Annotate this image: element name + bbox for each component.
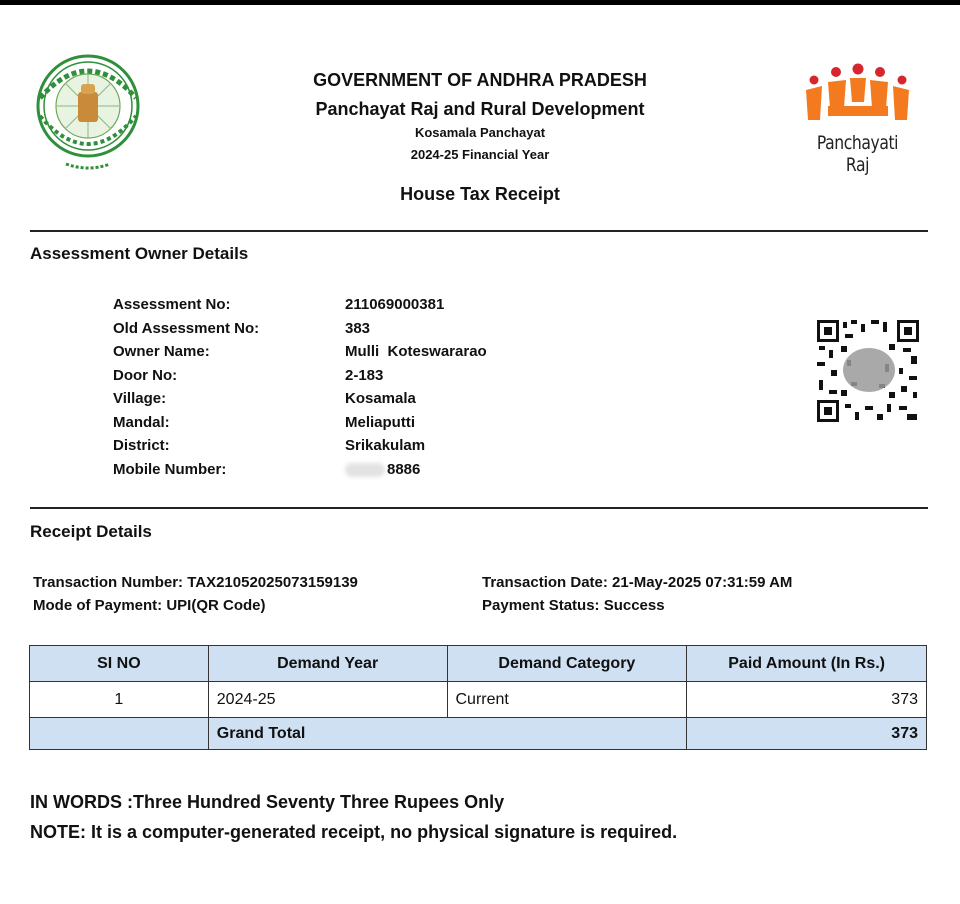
detail-value: Srikakulam [345,437,426,454]
divider [30,230,928,232]
mobile-number-value: 8886 [387,460,421,478]
panchayati-raj-logo-text: Panchayati Raj [816,132,899,176]
column-header-demand-category: Demand Category [447,646,687,682]
receipt-section-title: Receipt Details [30,522,152,541]
mode-of-payment: Mode of Payment: UPI(QR Code) [33,597,266,614]
tax-table [29,645,927,750]
transaction-date: Transaction Date: 21-May-2025 07:31:59 AM [482,574,793,591]
detail-value: Kosamala [345,390,416,407]
redacted-blur [345,463,385,477]
qr-code-icon [817,320,919,422]
cell-si-no: 1 [30,682,209,718]
column-header-si-no: SI NO [30,646,209,682]
government-title: GOVERNMENT OF ANDHRA PRADESH [313,70,647,90]
detail-row-door-no [113,367,645,391]
grand-total-label: Grand Total [208,718,686,750]
cell-demand-year: 2024-25 [208,682,447,718]
detail-value: 383 [345,319,371,337]
receipt-title: House Tax Receipt [400,184,560,204]
cell-paid-amount: 373 [687,682,927,718]
detail-row-mobile-number [113,461,645,485]
column-header-paid-amount: Paid Amount (In Rs.) [687,646,927,682]
detail-row-mandal [113,414,645,438]
column-header-demand-year: Demand Year [208,646,447,682]
detail-row-assessment-no [113,296,645,320]
table-row [30,682,927,718]
detail-value: 2-183 [345,366,384,384]
grand-total-value: 373 [687,718,927,750]
detail-label: Village: [113,390,167,407]
cell-demand-category: Current [447,682,687,718]
grand-total-row [30,718,927,750]
detail-label: Old Assessment No: [113,319,260,337]
transaction-number: Transaction Number: TAX21052025073159139 [33,574,358,591]
owner-details-list [113,296,645,484]
top-border [0,0,960,5]
detail-value: 211069000381 [345,296,445,313]
detail-label: District: [113,437,170,454]
amount-in-words: IN WORDS :Three Hundred Seventy Three Rupees Only [30,792,505,812]
financial-year: 2024-25 Financial Year [410,147,550,162]
detail-value: Mulli Koteswararao [345,343,487,360]
divider [30,507,928,509]
detail-value: Meliaputti [345,413,415,431]
payment-status: Payment Status: Success [482,597,665,614]
detail-label: Mandal: [113,413,170,431]
detail-value-wrapper [345,461,645,485]
detail-label: Assessment No: [113,296,231,313]
panchayat-name: Kosamala Panchayat [414,125,546,140]
detail-row-old-assessment-no [113,320,645,344]
detail-label: Door No: [113,366,178,384]
detail-label: Owner Name: [113,343,210,360]
detail-label: Mobile Number: [113,460,227,478]
department-title: Panchayat Raj and Rural Development [315,99,645,119]
cell-empty [30,718,209,750]
owner-section-title: Assessment Owner Details [30,244,249,263]
detail-row-owner-name [113,343,645,367]
detail-row-village [113,390,645,414]
detail-row-district [113,437,645,461]
receipt-note: NOTE: It is a computer-generated receipt, no physical signature is required. [30,822,678,842]
table-header-row [30,646,927,682]
